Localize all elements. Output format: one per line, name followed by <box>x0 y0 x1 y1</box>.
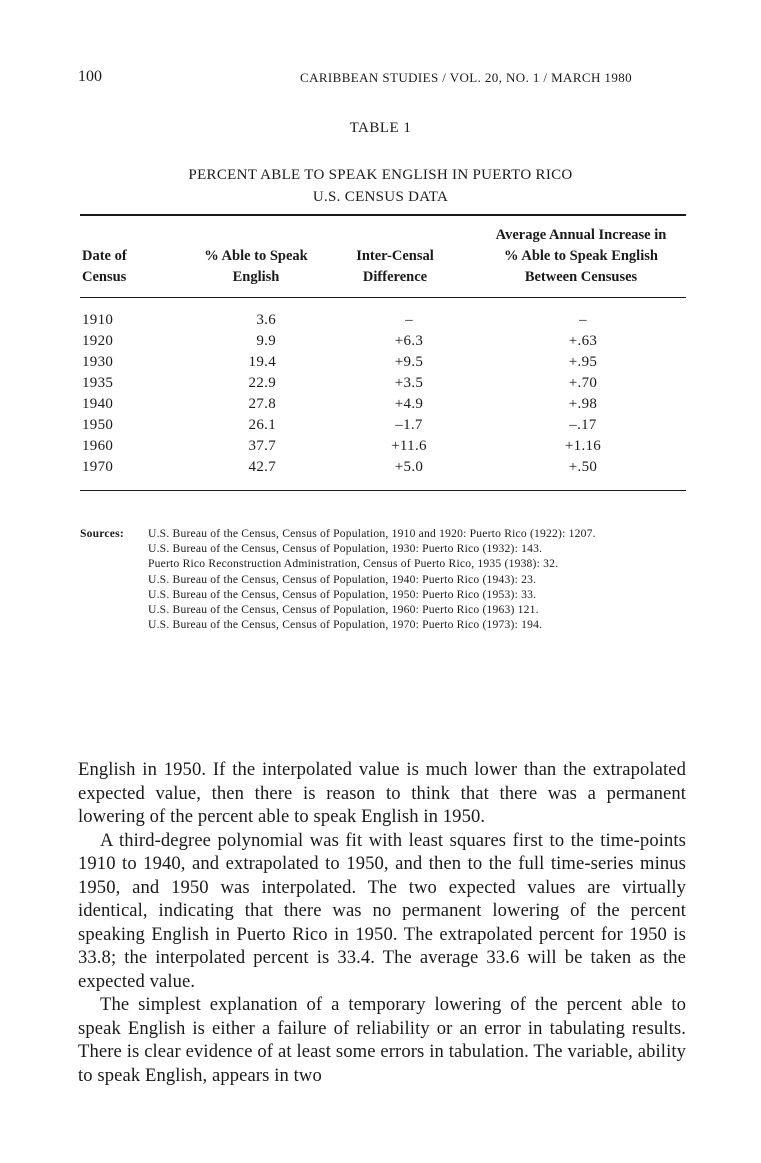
table-row <box>0 438 761 459</box>
cell-percent: 27.8 <box>248 396 276 412</box>
running-head: CARIBBEAN STUDIES / VOL. 20, NO. 1 / MARCH 1980 <box>300 70 633 85</box>
sources-label: Sources: <box>80 527 124 540</box>
body-paragraph: The simplest explanation of a temporary lowering of the percent able to speak English is either a failure of reliability or an error in tabulating results. There is clear evidence of at least some errors in tabulation. The variable, ability to speak English, appears in two <box>78 994 686 1086</box>
column-header-line: Difference <box>362 269 428 285</box>
source-list <box>148 526 761 632</box>
column-header-difference <box>330 246 460 288</box>
table-row <box>0 333 761 354</box>
table-row <box>0 354 761 375</box>
cell-percent: 9.9 <box>256 333 276 349</box>
table-row <box>0 312 761 333</box>
table-row <box>0 459 761 480</box>
cell-year: 1940 <box>82 396 114 412</box>
column-header-line: Average Annual Increase in <box>495 227 667 243</box>
source-item: U.S. Bureau of the Census, Census of Population, 1950: Puerto Rico (1953): 33. <box>148 587 537 601</box>
source-item: U.S. Bureau of the Census, Census of Population, 1960: Puerto Rico (1963) 121. <box>148 603 539 617</box>
column-header-line: % Able to Speak <box>204 248 308 264</box>
cell-average: +1.16 <box>564 438 602 454</box>
table-title <box>0 164 761 208</box>
column-header-percent <box>168 246 344 288</box>
cell-difference: +6.3 <box>394 333 424 349</box>
cell-difference: +5.0 <box>394 459 424 475</box>
cell-difference: – <box>405 312 413 328</box>
column-header-line: Census <box>82 269 127 285</box>
cell-difference: +3.5 <box>394 375 424 391</box>
table-bottom-rule <box>80 490 686 491</box>
cell-percent: 37.7 <box>248 438 276 454</box>
cell-average: +.98 <box>568 396 598 412</box>
cell-year: 1920 <box>82 333 114 349</box>
column-header-line: Between Censuses <box>524 269 638 285</box>
body-text <box>78 758 686 1087</box>
source-item: U.S. Bureau of the Census, Census of Population, 1970: Puerto Rico (1973): 194. <box>148 618 543 632</box>
column-header-line: Date of <box>82 248 127 264</box>
table-label: TABLE 1 <box>349 120 412 136</box>
cell-difference: +9.5 <box>394 354 424 370</box>
cell-percent: 22.9 <box>248 375 276 391</box>
body-paragraph: English in 1950. If the interpolated value is much lower than the extrapolated expected value, then there is reason to think that there was a permanent lowering of the percent able to speak English in 1950. <box>78 759 686 827</box>
table-subtitle-line: U.S. CENSUS DATA <box>312 189 449 205</box>
table-top-rule <box>80 214 686 216</box>
cell-average: +.50 <box>568 459 598 475</box>
cell-average: +.63 <box>568 333 598 349</box>
cell-difference: +11.6 <box>391 438 427 454</box>
cell-percent: 3.6 <box>256 312 276 328</box>
column-header-date <box>82 246 127 288</box>
cell-year: 1960 <box>82 438 114 454</box>
table-row <box>0 375 761 396</box>
cell-difference: +4.9 <box>394 396 424 412</box>
cell-percent: 26.1 <box>248 417 276 433</box>
table-row <box>0 417 761 438</box>
cell-year: 1970 <box>82 459 114 475</box>
source-item: U.S. Bureau of the Census, Census of Population, 1910 and 1920: Puerto Rico (1922): 1207. <box>148 527 596 540</box>
cell-average: +.70 <box>568 375 598 391</box>
cell-year: 1910 <box>82 312 114 328</box>
cell-year: 1950 <box>82 417 114 433</box>
cell-difference: –1.7 <box>395 417 423 433</box>
cell-average: –.17 <box>569 417 597 433</box>
cell-year: 1930 <box>82 354 114 370</box>
cell-average: +.95 <box>568 354 598 370</box>
body-paragraph: A third-degree polynomial was fit with least squares first to the time-points 1910 to 1940, and extrapolated to 1950, and then to the full time-series minus 1950, and 1950 was interpolated. The two expected values are virtually identical, indicating that there was no permanent lowering of the percent speaking English in Puerto Rico in 1950. The extrapolated percent for 1950 is 33.8; the interpolated percent is 33.4. The average 33.6 will be taken as the expected value. <box>78 829 686 992</box>
source-item: Puerto Rico Reconstruction Administration, Census of Puerto Rico, 1935 (1938): 32. <box>148 557 559 571</box>
table-header-rule <box>80 297 686 298</box>
cell-year: 1935 <box>82 375 114 391</box>
source-item: U.S. Bureau of the Census, Census of Population, 1930: Puerto Rico (1932): 143. <box>148 542 543 556</box>
column-header-line: English <box>232 269 280 285</box>
cell-average: – <box>579 312 587 328</box>
cell-percent: 19.4 <box>248 354 276 370</box>
column-header-line: Inter-Censal <box>356 248 434 264</box>
column-header-line: % Able to Speak English <box>504 248 658 264</box>
source-item: U.S. Bureau of the Census, Census of Population, 1940: Puerto Rico (1943): 23. <box>148 572 537 586</box>
column-header-average-increase <box>466 225 696 288</box>
page-number: 100 <box>78 68 102 85</box>
table-title-line: PERCENT ABLE TO SPEAK ENGLISH IN PUERTO RICO <box>188 167 573 183</box>
cell-percent: 42.7 <box>248 459 276 475</box>
table-row <box>0 396 761 417</box>
